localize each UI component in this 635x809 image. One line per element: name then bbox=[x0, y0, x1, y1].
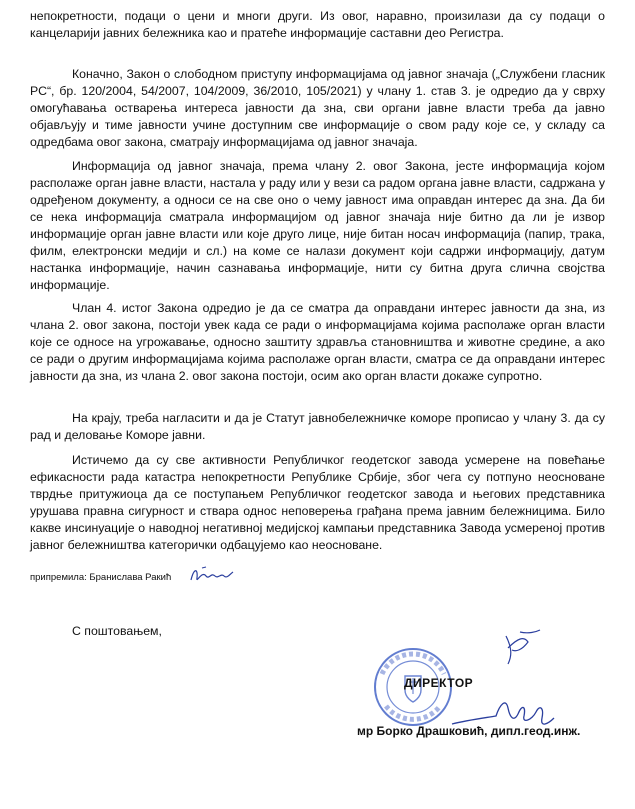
prepared-by: припремила: Бранислава Ракић bbox=[30, 572, 172, 583]
approval-initials bbox=[498, 628, 544, 668]
paragraph-registry: непокретности, подаци о цени и многи други. Из овог, наравно, произилази да су подаци о канцеларији јавних бележника као и пратеће информације саставни део Регистра. bbox=[30, 9, 605, 40]
director-name: мр Борко Драшковић, дипл.геод.инж. bbox=[357, 724, 581, 738]
paragraph-conclusion: Истичемо да су све активности Републичког геодетског завода усмерене на повећање ефикасности рада катастра непокретности Републике Србије, због чега су потпуно неосноване тврдње притужиоца да се поступањем Републичког геодетског завода и његових представника урушава правна сигурност и ствара однос неповерења грађана према јавним бележницима. Било какве инсинуације о наводној негативној медијској кампањи представника Завода усмереној против јавног бележништва категорички одбацујемо као неосноване. bbox=[30, 453, 605, 552]
paragraph-statute: На крају, треба нагласити и да је Статут јавнобележничке коморе прописао у члану 3. да су рад и деловање Коморе јавни. bbox=[30, 411, 605, 442]
paragraph-law-access: Коначно, Закон о слободном приступу информацијама од јавног значаја („Службени гласник РС“, бр. 120/2004, 54/2007, 104/2009, 36/2010, 105/2021) у члану 1. став 3. је одредио да у сврху омогућавања остварења интереса јавности да зна, сви органи јавне власти треба да јавно објављују и тиме јавности учине доступним све информације о свом раду које се, у складу са одредбама овог закона, сматрају информацијама од јавног значаја. bbox=[30, 67, 605, 149]
closing-greeting: С поштовањем, bbox=[72, 624, 162, 638]
paragraph-public-information: Информација од јавног значаја, према члану 2. овог Закона, јесте информација којом располаже орган јавне власти, настала у раду или у вези са радом органа јавне власти, садржана у одређеном документу, а односи се на све оно о чему јавност има оправдан интерес да зна. Да би се нека информација сматрала информацијом од јавног значаја није битно да ли је извор информације орган јавне власти или које друго лице, није битан носач информација (папир, трака, филм, електронски медији и сл.) на коме се налази документ који садржи информацију, датум настанка информације, начин сазнавања информације, нити су битна друга слична својства информације. bbox=[30, 159, 605, 292]
preparer-signature bbox=[188, 564, 236, 586]
director-title: ДИРЕКТОР bbox=[404, 676, 474, 690]
paragraph-article-4: Члан 4. истог Закона одредио је да се сматра да оправдани интерес јавности да зна, из члана 2. овог закона, постоји увек када се ради о информацијама којима располаже орган власти које се односе на угрожавање, односно заштиту здравља становништва и животне средине, а ако се ради о другим информацијама којима располаже орган власти, сматра се да оправдани интерес јавности да зна, из члана 2. овог закона постоји, осим ако орган власти докаже супротно. bbox=[30, 301, 605, 383]
